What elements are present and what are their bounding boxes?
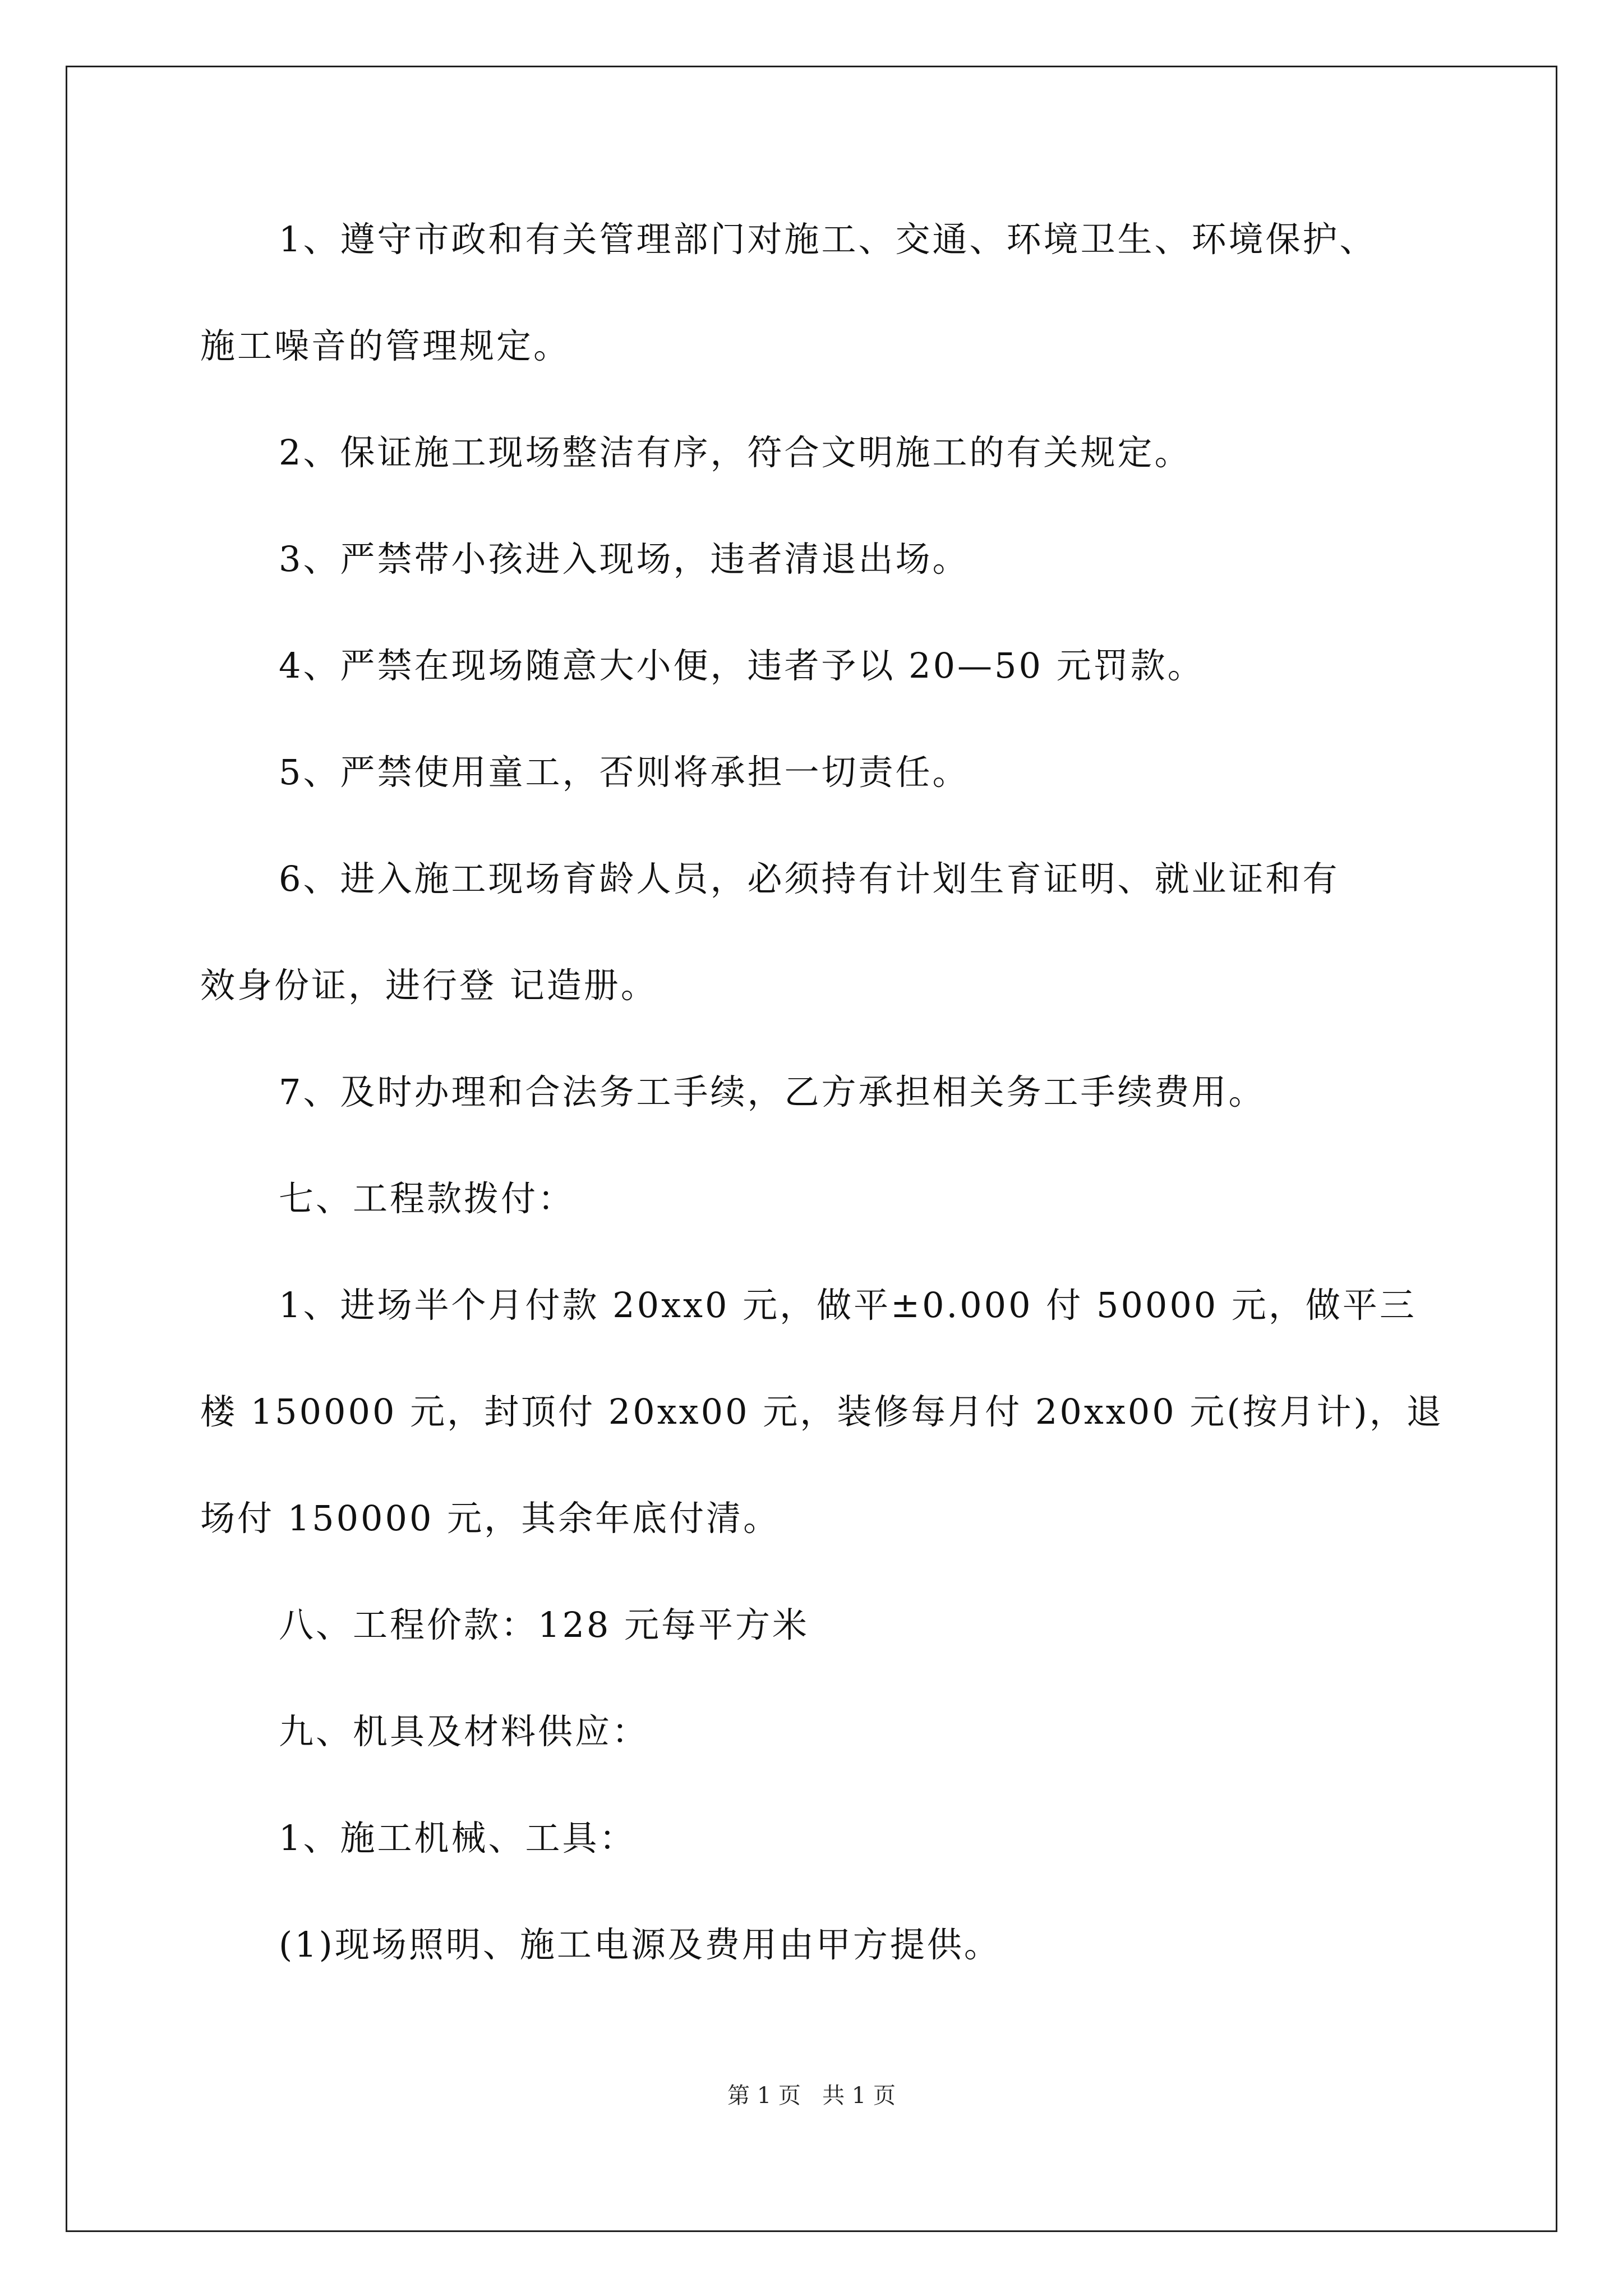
paragraph-line: 楼 150000 元，封顶付 20xx00 元，装修每月付 20xx00 元(按月计)，退 — [200, 1391, 1444, 1432]
paragraph-line: 效身份证，进行登 记造册。 — [200, 965, 658, 1006]
paragraph-line: 1、施工机械、工具： — [279, 1818, 637, 1858]
paragraph-line: 4、严禁在现场随意大小便，违者予以 20—50 元罚款。 — [279, 645, 1205, 686]
paragraph-line: 5、严禁使用童工，否则将承担一切责任。 — [279, 752, 970, 793]
section-heading: 八、工程价款：128 元每平方米 — [279, 1604, 810, 1645]
paragraph-line: 1、进场半个月付款 20xx0 元，做平±0.000 付 50000 元，做平三 — [279, 1285, 1417, 1326]
paragraph-line: 2、保证施工现场整洁有序，符合文明施工的有关规定。 — [279, 432, 1192, 473]
paragraph-line: 3、严禁带小孩进入现场，违者清退出场。 — [279, 539, 970, 579]
page-footer: 第 1 页 共 1 页 — [727, 2083, 896, 2109]
paragraph-line: 1、遵守市政和有关管理部门对施工、交通、环境卫生、环境保护、 — [279, 219, 1377, 260]
paragraph-line: 施工噪音的管理规定。 — [200, 325, 571, 366]
page-border — [66, 66, 1557, 2232]
paragraph-line: 6、进入施工现场育龄人员，必须持有计划生育证明、就业证和有 — [279, 858, 1340, 899]
section-heading: 九、机具及材料供应： — [279, 1711, 649, 1752]
section-heading: 七、工程款拨付： — [279, 1178, 575, 1219]
paragraph-line: (1)现场照明、施工电源及费用由甲方提供。 — [279, 1924, 1001, 1965]
paragraph-line: 7、及时办理和合法务工手续，乙方承担相关务工手续费用。 — [279, 1071, 1266, 1112]
paragraph-line: 场付 150000 元，其余年底付清。 — [200, 1498, 781, 1539]
